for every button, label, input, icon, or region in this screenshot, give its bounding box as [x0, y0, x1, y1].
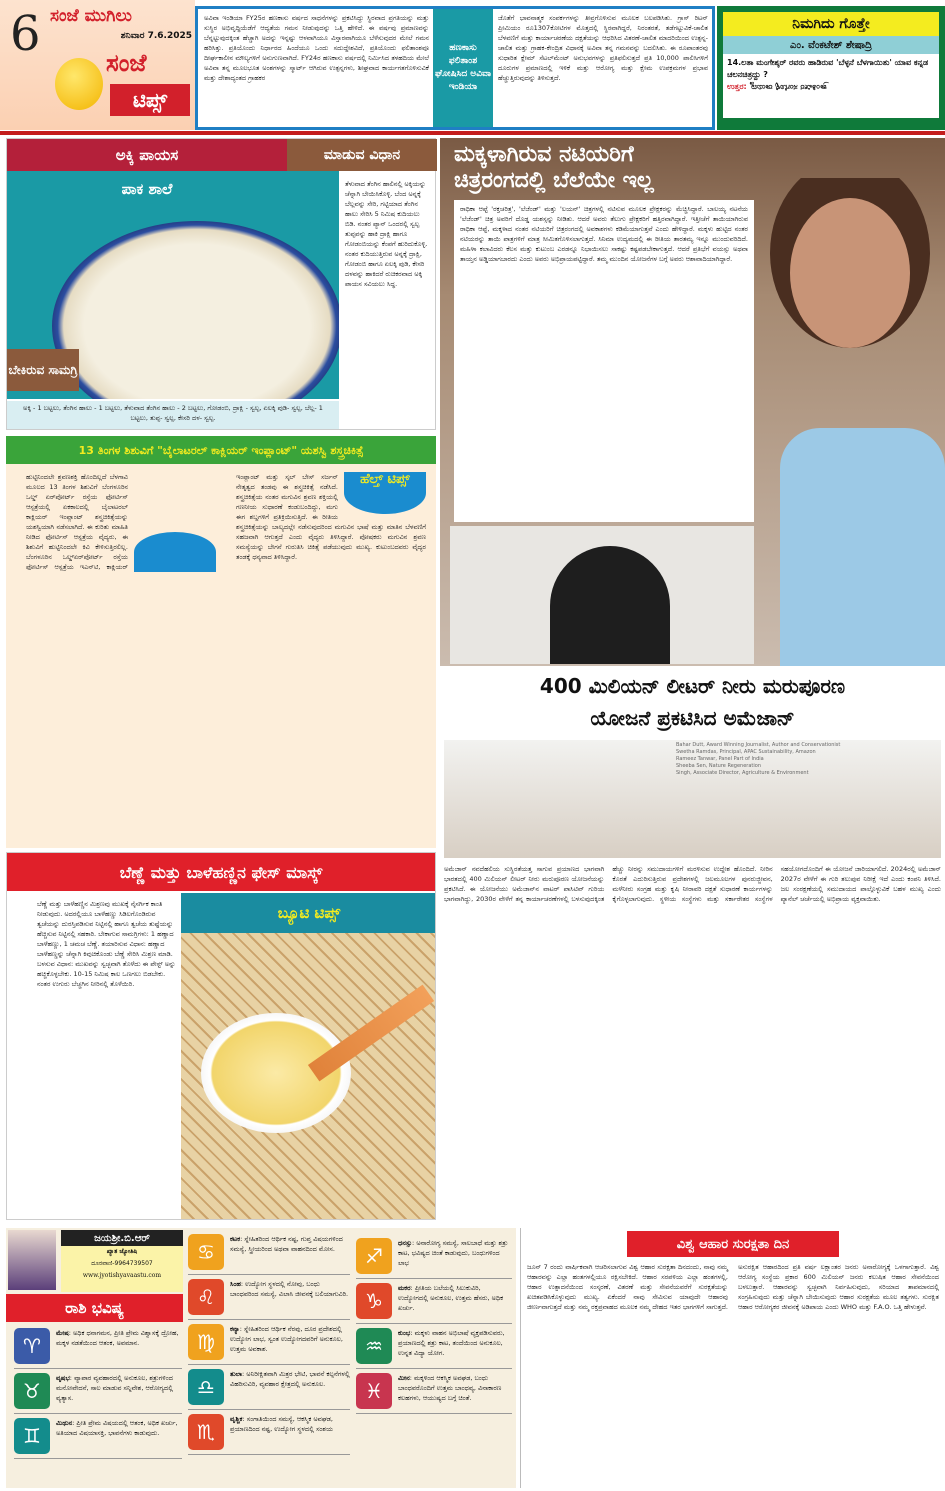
horoscope-text: ಮೀನ: ಮಕ್ಕಳಿಂದ ಆಕಸ್ಮಿಕ ಅವಘಡ, ಬಂಧು ಬಾಂಧವರೊಂದಿಗೆ ಉತ್ತಮ ಬಾಂಧವ್ಯ, ವಿನಾಕಾರಣ ಕಲಹಗಳು, ಆಯುಷ್ಯದ ಬಗ್ಗೆ ಚಿಂತೆ.	[398, 1374, 502, 1402]
horoscope-text: ಕುಂಭ: ಮಕ್ಕಳು ವಾಹನ ಅಭಿಲಾಷೆ ವ್ಯಕ್ತಪಡಿಸುವರು, ಪ್ರಯಾಣದಲ್ಲಿ ಶತ್ರು ಕಾಟ, ತಂದೆಯಿಂದ ಅನುಕೂಲ, ಉನ್ನತ ವಿದ್ಯಾ ಯೋಗ.	[398, 1329, 505, 1357]
sign-name: ಮೇಷ	[56, 1329, 69, 1337]
horoscope-item	[356, 1279, 512, 1324]
sign-name: ಕನ್ಯಾ	[230, 1325, 240, 1333]
horoscope-column	[14, 1324, 182, 1459]
actress-headline-1: ಮಕ್ಕಳಾಗಿರುವ ನಟಿಯರಿಗೆ	[454, 142, 634, 167]
panelist-name: Swetha Ramdas, Principal, APAC Sustainability, Amazon	[676, 749, 816, 755]
aviva-body-left: ಅವಿವಾ ಇಂಡಿಯಾ FY25ರ ಹಣಕಾಸು ವರ್ಷದ ಸಾಧನೆಗಳನ್ನು ಪ್ರಕಟಿಸಿದ್ದು ಸ್ಥಿರವಾದ ಪ್ರಗತಿಯನ್ನು ಮತ್ತು ಸುಸ್ಥಿರ ಅಭಿವೃದ್ಧಿಯೆಡೆಗೆ ಆದ್ಯತೆಯ ಗಮನ ನೀಡುವುದನ್ನು ಒತ್ತಿ ಹೇಳಿದೆ. ಈ ವರ್ಷವು ಪ್ರಮಾಣವನ್ನು ಬೆನ್ನಟ್ಟುವುದಕ್ಕಿಂತ ಹೆಚ್ಚಾಗಿ ಅದನ್ನು ಇನ್ನಷ್ಟು ಆಳವಾಗಿಯೂ ವಿಸ್ತಾರವಾಗಿಯೂ ಬೆಳೆಸುವುದರ ಮೇಲೆ ಗಮನ ಹರಿಸಿತ್ತು. ಪ್ರತಿಯೊಂದು ನಿರ್ಧಾರದ ಹಿಂದೆಯೂ ಒಂದು ಸದುದ್ದೇಶವಿದೆ, ಪ್ರತಿಯೊಂದು ಫಲಿತಾಂಶವೂ ದೀರ್ಘಕಾಲೀನ ಮೌಲ್ಯಗಳಿಗೆ ಅನುಗುಣವಾಗಿದೆ. FY24ರ ಹಣಕಾಸು ವರ್ಷದಲ್ಲಿ ನಿರ್ಮಿಸಿದ ತಳಹದಿಯ ಮೇಲೆ ಅವಿವಾ ತನ್ನ ಮೂಲಭೂತ ಅಂಶಗಳನ್ನು ಸ್ಮಾರ್ಟ್ ಆಗಿರುವ ಉತ್ಪನ್ನಗಳು, ಶೀಘ್ರವಾದ ಕಾರ್ಯಗತಗೊಳಿಸುವಿಕೆ ಮತ್ತು ದೇಶಾದ್ಯಂತದ ಗ್ರಾಹಕರ	[204, 14, 429, 82]
beauty-headline: ಬೆಣ್ಣೆ ಮತ್ತು ಬಾಳೆಹಣ್ಣಿನ ಫೇಸ್ ಮಾಸ್ಕ್	[7, 853, 435, 891]
divider	[0, 131, 945, 135]
food-safety-body: ಜೂನ್ 7 ರಂದು ವಾರ್ಷಿಕವಾಗಿ ಆಚರಿಸಲಾಗುವ ವಿಶ್ವ ಆಹಾರ ಸುರಕ್ಷತಾ ದಿನದಂದು, ನಾವು ನಮ್ಮ ಆಹಾರವನ್ನು ಎಲ್ಲಾ ಹಂತಗಳಲ್ಲಿಯೂ ರಕ್ಷಿಸಬೇಕಿದೆ. ಆಹಾರ ಸರಪಳಿಯ ಎಲ್ಲಾ ಹಂತಗಳಲ್ಲಿ, ಆಹಾರ ಉತ್ಪಾದನೆಯಿಂದ ಸಂಸ್ಕರಣೆ, ವಿತರಣೆ ಮತ್ತು ಸೇವನೆಯವರೆಗೆ ಸುರಕ್ಷತೆಯನ್ನು ಖಚಿತಪಡಿಸಿಕೊಳ್ಳುವುದು ಮುಖ್ಯ. ಏಕೆಂದರೆ ನಾವು ಸೇವಿಸುವ ಯಾವುದೇ ಆಹಾರವು ಜೀರ್ಣವಾಗುತ್ತದೆ ಮತ್ತು ನಮ್ಮ ರಕ್ತಪ್ರವಾಹದ ಮೂಲಕ ನಮ್ಮ ದೇಹದ ಇತರ ಭಾಗಗಳಿಗೆ ಸಾಗುತ್ತದೆ. ಅಸುರಕ್ಷಿತ ಆಹಾರದಿಂದ ಪ್ರತಿ ವರ್ಷ ಲಕ್ಷಾಂತರ ಜನರು ಅನಾರೋಗ್ಯಕ್ಕೆ ಒಳಗಾಗುತ್ತಾರೆ. ವಿಶ್ವ ಆರೋಗ್ಯ ಸಂಸ್ಥೆಯ ಪ್ರಕಾರ 600 ಮಿಲಿಯನ್ ಜನರು ಕಲುಷಿತ ಆಹಾರ ಸೇವನೆಯಿಂದ ಬಳಲುತ್ತಾರೆ. ಆಹಾರವನ್ನು ಸ್ವಚ್ಛವಾಗಿ ನಿರ್ವಹಿಸುವುದು, ಸರಿಯಾದ ತಾಪಮಾನದಲ್ಲಿ ಸಂಗ್ರಹಿಸುವುದು ಮತ್ತು ಚೆನ್ನಾಗಿ ಬೇಯಿಸುವುದು ಆಹಾರ ಸುರಕ್ಷತೆಯ ಮೂಲ ತತ್ವಗಳು. ಸುರಕ್ಷಿತ ಆಹಾರ ಆರೋಗ್ಯಕರ ಜೀವನಕ್ಕೆ ಅಡಿಪಾಯ ಎಂದು WHO ಮತ್ತು F.A.O. ಒತ್ತಿ ಹೇಳುತ್ತವೆ.	[527, 1263, 939, 1311]
actress-section	[440, 138, 945, 666]
beauty-section	[6, 852, 436, 1220]
recipe-section-label: ಪಾಕ ಶಾಲೆ	[121, 180, 173, 198]
horoscope-item	[14, 1414, 182, 1459]
zodiac-icon: ♒	[356, 1328, 392, 1364]
sign-prediction: ಮಕ್ಕಳು ವಾಹನ ಅಭಿಲಾಷೆ ವ್ಯಕ್ತಪಡಿಸುವರು, ಪ್ರಯಾಣದಲ್ಲಿ ಶತ್ರು ಕಾಟ, ತಂದೆಯಿಂದ ಅನುಕೂಲ, ಉನ್ನತ ವಿದ್ಯಾ ಯೋಗ.	[398, 1329, 505, 1357]
astrologer-phone: ದೂರವಾಣಿ-9964739507	[91, 1260, 153, 1267]
edition-date: ಶನಿವಾರ 7.6.2025	[120, 31, 192, 41]
zodiac-icon: ♍	[188, 1324, 224, 1360]
sign-name: ತುಲಾ	[230, 1370, 243, 1378]
health-section	[6, 436, 436, 848]
horoscope-text: ಕಟಕ: ಸ್ನೇಹಿತರಿಂದ ಆರ್ಥಿಕ ನಷ್ಟ, ಗುಪ್ತ ವಿಷಯಗಳಿಂದ ಸಮಸ್ಯೆ, ಸ್ತ್ರೀಯರಿಂದ ಅಥವಾ ವಾಹನದಿಂದ ಮೋಸ.	[230, 1235, 343, 1253]
portrait-face	[790, 198, 910, 348]
horoscope-item	[188, 1365, 350, 1410]
masthead	[0, 0, 195, 130]
horoscope-text: ಮೇಷ: ಅಧಿಕ ಧನಾಗಮನ, ಪ್ರೀತಿ ಪ್ರೇಮ ವಿಶ್ವಾಸಕ್ಕೆ ದ್ರೋಹ, ಮಕ್ಕಳ ನಡತೆಯಿಂದ ಆತಂಕ, ಅವಮಾನ.	[56, 1329, 179, 1347]
food-safety-section	[520, 1228, 942, 1488]
astrologer-website[interactable]: www.jyotishyavaastu.com	[82, 1272, 162, 1279]
food-safety-headline: ವಿಶ್ವ ಆಹಾರ ಸುರಕ್ಷತಾ ದಿನ	[627, 1231, 839, 1257]
horoscope-text: ವೃಷಭ: ವ್ಯಾಪಾರ ವ್ಯವಹಾರದಲ್ಲಿ ಅನುಕೂಲ, ಶತ್ರುಗಳಿಂದ ಮನೋವೇದನೆ, ಸಾಲ ಮಾಡುವ ಸನ್ನಿವೇಶ, ಆರೋಗ್ಯದಲ್ಲಿ ವ್ಯತ್ಯಾಸ.	[56, 1374, 174, 1402]
amazon-headline-1: 400 ಮಿಲಿಯನ್ ಲೀಟರ್ ನೀರು ಮರುಪೂರಣ	[539, 674, 846, 698]
sign-name: ಸಿಂಹ	[230, 1280, 241, 1288]
zodiac-icon: ♏	[188, 1414, 224, 1450]
sign-name: ಕಟಕ	[230, 1235, 241, 1243]
quiz-box	[717, 6, 945, 130]
method-title: ಮಾಡುವ ವಿಧಾನ	[287, 139, 437, 171]
panelist-name: Rameez Tanwar, Panel Part of India	[676, 756, 764, 762]
actress-with-baby-photo	[450, 526, 754, 664]
sign-name: ಧನಸ್ಸು	[398, 1239, 412, 1247]
sign-prediction: ಅಧಿಕ ಧನಾಗಮನ, ಪ್ರೀತಿ ಪ್ರೇಮ ವಿಶ್ವಾಸಕ್ಕೆ ದ್ರೋಹ, ಮಕ್ಕಳ ನಡತೆಯಿಂದ ಆತಂಕ, ಅವಮಾನ.	[56, 1329, 179, 1347]
portrait-dress	[780, 428, 945, 666]
bulb-icon	[55, 58, 103, 110]
health-headline: 13 ತಿಂಗಳ ಶಿಶುವಿಗೆ "ಬೈಲಾಟರಲ್ ಕಾಕ್ಲಿಯರ್ ಇಂಪ್ಲಾಂಟ್" ಯಶಸ್ವಿ ಶಸ್ತ್ರಚಿಕಿತ್ಸೆ	[6, 436, 436, 464]
horoscope-item	[356, 1234, 512, 1279]
sign-name: ಕುಂಭ	[398, 1329, 411, 1337]
astrologer-photo	[8, 1230, 56, 1290]
quiz-question-box	[723, 54, 939, 118]
quiz-author: ಎಂ. ವೆಂಕಟೇಶ್ ಶೇಷಾದ್ರಿ	[723, 36, 939, 54]
horoscope-item	[356, 1369, 512, 1414]
recipe-method: ತೆಳುವಾದ ತೆಂಗಿನ ಹಾಲಿನಲ್ಲಿ ಅಕ್ಕಿಯನ್ನು ಚೆನ್ನಾಗಿ ಬೇಯಿಸಿಕೊಳ್ಳಿ. ಬೆಂದ ಅನ್ನಕ್ಕೆ ಬೆಲ್ಲವನ್ನು ಸೇರಿ, ಗಟ್ಟಿಯಾದ ತೆಂಗಿನ ಹಾಲು ಸೇರಿಸಿ 5 ನಿಮಿಷ ಕುದಿಯಲು ಬಿಡಿ. ನಂತರ ಪ್ಯಾನ್ ಒಂದರಲ್ಲಿ ಸ್ವಲ್ಪ ತುಪ್ಪವನ್ನು ಹಾಕಿ ದ್ರಾಕ್ಷಿ ಹಾಗೂ ಗೋಡಂಬಿಯನ್ನು ಕೆಂಪಗೆ ಹುರಿದುಕೊಳ್ಳಿ. ನಂತರ ಕುದಿಯುತ್ತಿರುವ ಅನ್ನಕ್ಕೆ ದ್ರಾಕ್ಷಿ, ಗೋಡಂಬಿ ಹಾಗೂ ಏಲಕ್ಕಿ ಪುಡಿ, ಕೇಸರಿ ದಳವನ್ನು ಹಾಕಿದರೆ ರುಚಿಕರವಾದ ಅಕ್ಕಿ ಪಾಯಸ ಸವಿಯಲು ಸಿದ್ಧ.	[345, 180, 428, 288]
actress-text-column	[454, 142, 754, 522]
health-body-area	[26, 472, 426, 840]
amazon-section	[440, 670, 945, 1220]
horoscope-text: ಮಕರ: ಪ್ರೀತಿಯ ಬಲೆಯಲ್ಲಿ ಸಿಲುಕುವಿರಿ, ಉದ್ಯೋಗದಲ್ಲಿ ಅನುಕೂಲ, ಉತ್ತಮ ಹೆಸರು, ಅಧಿಕ ಖರ್ಚು.	[398, 1284, 503, 1312]
face-mask-photo	[181, 893, 436, 1219]
astrologer-name: ಜಯಶ್ರೀ.ಬಿ.ಆರ್	[61, 1230, 183, 1246]
page-number: 6	[10, 6, 41, 62]
quiz-answer: ಕ್ರಾಂತಿವೀರ ಸಂಗೊಳ್ಳಿ ರಾಯಣ್ಣ	[749, 83, 827, 92]
photo-figure	[550, 546, 670, 664]
recipe-title: ಅಕ್ಕಿ ಪಾಯಸ	[7, 139, 287, 171]
zodiac-icon: ♎	[188, 1369, 224, 1405]
zodiac-icon: ♋	[188, 1234, 224, 1270]
beauty-tips-badge: ಬ್ಯೂಟಿ ಟಿಪ್ಸ್	[181, 893, 436, 933]
zodiac-icon: ♊	[14, 1418, 50, 1454]
panel-names	[674, 740, 934, 779]
zodiac-icon: ♑	[356, 1283, 392, 1319]
aviva-body-right: ಜೊತೆಗೆ ಭಾವನಾತ್ಮಕ ಸಂಪರ್ಕಗಳನ್ನು ತೀವ್ರಗೊಳಿಸುವ ಮೂಲಕ ಬಲಪಡಿಸಿತು. ಗ್ರಾಸ್ ರಿಟನ್ ಪ್ರೀಮಿಯಂ ರೂ1307ಕೋಟಿಗಳ ಮೊತ್ತದಲ್ಲಿ ಸ್ಥಿರವಾಗಿದ್ದರೆ, ನಿರಂತರತೆ, ತಡೆಗಟ್ಟುವಿಕೆ-ಚಾಲಿತ ಬೆಳವಣಿಗೆ ಮತ್ತು ಕಾರ್ಯಾಚರಣೆಯ ದಕ್ಷತೆಯನ್ನು ಆಧರಿಸಿದ ವಿತರಣೆ-ಚಾಲಿತ ಮಾದರಿಯಿಂದ ಉತ್ಪನ್ನ-ಚಾಲಿತ ಮತ್ತು ಗ್ರಾಹಕ-ಕೇಂದ್ರಿತ ವಿಧಾನಕ್ಕೆ ಅವಿವಾ ತನ್ನ ಗಮನವನ್ನು ಬದಲಿಸಿತು. ಈ ರೂಪಾಂತರವು ಸುಧಾರಿತ ಕ್ಲೇಮ್ ಸೆಟಲ್‌ಮೆಂಟ್ ಅನುಭವಗಳನ್ನು ಪ್ರತಿಫಲಿಸುತ್ತದೆ ಪ್ರತಿ 10,000 ಪಾಲಿಸಿಗಳಿಗೆ ದೂರುಗಳ ಪ್ರಮಾಣದಲ್ಲಿ ಇಳಿಕೆ ಮತ್ತು ಆರೋಗ್ಯ ಮತ್ತು ಕ್ಷೇಮ ಉಪಕ್ರಮಗಳ ಪ್ರಭಾವ ಹೆಚ್ಚುತ್ತಿರುವುದನ್ನು ತಿಳಿಸುತ್ತದೆ.	[498, 14, 708, 82]
sign-prediction: ಸ್ನೇಹಿತರಿಂದ ಆರ್ಥಿಕ ನೆರವು, ದೂರ ಪ್ರದೇಶದಲ್ಲಿ ಉದ್ಯೋಗ ಲಾಭ, ಸ್ವಂತ ಉದ್ಯೋಗದವರಿಗೆ ಅನುಕೂಲ, ಉತ್ತಮ ಅವಕಾಶ.	[230, 1325, 343, 1353]
bowl-image	[52, 221, 339, 399]
zodiac-icon: ♌	[188, 1279, 224, 1315]
horoscope-item	[14, 1324, 182, 1369]
sign-prediction: ಪ್ರೀತಿಯ ಬಲೆಯಲ್ಲಿ ಸಿಲುಕುವಿರಿ, ಉದ್ಯೋಗದಲ್ಲಿ ಅನುಕೂಲ, ಉತ್ತಮ ಹೆಸರು, ಅಧಿಕ ಖರ್ಚು.	[398, 1284, 503, 1312]
panelist-name: Bahar Dutt, Award Winning Journalist, Author and Conservationist	[676, 742, 841, 748]
horoscope-item	[188, 1320, 350, 1365]
horoscope-section	[6, 1228, 516, 1488]
quiz-title: ನಿಮಗಿದು ಗೊತ್ತೇ	[723, 12, 939, 36]
zodiac-icon: ♐	[356, 1238, 392, 1274]
astrologer-title: ಖ್ಯಾತ ಜ್ಯೋತಿಷಿ	[106, 1248, 138, 1255]
sign-prediction: ಅನಿರೀಕ್ಷಿತವಾಗಿ ಮಿತ್ರರ ಭೇಟಿ, ಭಾವನೆ ಕಲ್ಪನೆಗಳಲ್ಲಿ ವಿಹರಿಸುವಿರಿ, ವ್ಯವಹಾರ ಕ್ಷೇತ್ರದಲ್ಲಿ ಅನುಕೂಲ.	[230, 1370, 350, 1388]
horoscope-text: ವೃಶ್ಚಿಕ: ಸಂಗಾತಿಯಿಂದ ಸಮಸ್ಯೆ, ಆಕಸ್ಮಿಕ ಅವಘಡ, ಪ್ರಯಾಣದಿಂದ ನಷ್ಟ, ಉದ್ಯೋಗ ಸ್ಥಳದಲ್ಲಿ ಸಂಶಯ	[230, 1415, 333, 1433]
section-title-1: ಸಂಜೆ	[106, 49, 147, 77]
horoscope-heading: ರಾಶಿ ಭವಿಷ್ಯ	[6, 1294, 183, 1322]
recipe-ingredients: ಅಕ್ಕಿ - 1 ಬಟ್ಟಲು, ತೆಂಗಿನ ಹಾಲು - 1 ಬಟ್ಟಲು, ತೆಳುವಾದ ತೆಂಗಿನ ಹಾಲು - 2 ಬಟ್ಟಲು, ಗೋಡಂಬಿ, ದ್ರಾಕ್ಷಿ - ಸ್ವಲ್ಪ, ಏಲಕ್ಕಿ ಪುಡಿ- ಸ್ವಲ್ಪ, ಬೆಲ್ಲ- 1 ಬಟ್ಟಲು, ತುಪ್ಪ- ಸ್ವಲ್ಪ, ಕೇಸರಿ ದಳ- ಸ್ವಲ್ಪ.	[7, 401, 339, 429]
horoscope-column	[356, 1234, 512, 1414]
horoscope-text: ಸಿಂಹ: ಉದ್ಯೋಗ ಸ್ಥಳದಲ್ಲಿ ನೋವು, ಬಂಧು ಬಾಂಧವರಿಂದ ಸಮಸ್ಯೆ, ವಿಲಾಸಿ ಜೀವನಕ್ಕೆ ಬಲಿಯಾಗುವಿರಿ.	[230, 1280, 349, 1298]
aviva-article	[195, 6, 715, 130]
horoscope-item	[188, 1275, 350, 1320]
paper-name: ಸಂಜೆ ಮುಗಿಲು	[50, 6, 132, 26]
panel-discussion-photo	[444, 740, 941, 858]
horoscope-column	[188, 1230, 350, 1455]
sign-name: ವೃಶ್ಚಿಕ	[230, 1415, 243, 1423]
health-body: ಹುಟ್ಟಿನಿಂದಲೇ ಶ್ರವಣಶಕ್ತಿ ಹೊಂದಿಲ್ಲದೆ ಬೆಳಗಾವಿ ಮೂಲದ 13 ತಿಂಗಳ ಶಿಶುವಿಗೆ ಬೆಂಗಳೂರಿನ ಒಲ್ಡ್ ಏರ್‌ಪೋರ್ಟ್ ರಸ್ತೆಯ ಫೋರ್ಟಿಸ್ ಆಸ್ಪತ್ರೆಯಲ್ಲಿ ಏಕಕಾಲದಲ್ಲಿ ಬೈಲಾಟರಲ್ ಕಾಕ್ಲಿಯರ್ ಇಂಪ್ಲಾಂಟ್ ಶಸ್ತ್ರಚಿಕಿತ್ಸೆಯನ್ನು ಯಶಸ್ವಿಯಾಗಿ ನಡೆಸಲಾಗಿದೆ. ಈ ಕುರಿತು ಮಾಹಿತಿ ನೀಡಿದ ಫೋರ್ಟಿಸ್ ಆಸ್ಪತ್ರೆಯ ವೈದ್ಯರು, ಈ ಶಿಶುವಿಗೆ ಹುಟ್ಟಿನಿಂದಲೇ ಕಿವಿ ಕೇಳಿಸುತ್ತಿರಲಿಲ್ಲ. ಬೆಂಗಳೂರಿನ ಒಲ್ಡ್‌ಏರ್‌ಪೋರ್ಟ್ ರಸ್ತೆಯ ಫೋರ್ಟಿಸ್ ಆಸ್ಪತ್ರೆಯ ಇಎನ್‌ಟಿ, ಕಾಕ್ಲಿಯರ್ ಇಂಪ್ಲಾಂಟ್ ಮತ್ತು ಸ್ಕಲ್ ಬೇಸ್ ಸರ್ಜನ್ ನೇತೃತ್ವದ ತಂಡವು ಈ ಶಸ್ತ್ರಚಿಕಿತ್ಸೆ ನಡೆಸಿದೆ. ಶಸ್ತ್ರಚಿಕಿತ್ಸೆಯ ನಂತರ ಮಗುವಿನ ಶ್ರವಣ ಶಕ್ತಿಯಲ್ಲಿ ಗಣನೀಯ ಸುಧಾರಣೆ ಕಂಡುಬಂದಿದ್ದು, ಮಗು ಈಗ ಶಬ್ದಗಳಿಗೆ ಪ್ರತಿಕ್ರಿಯಿಸುತ್ತಿದೆ. ಈ ರೀತಿಯ ಶಸ್ತ್ರಚಿಕಿತ್ಸೆಯನ್ನು ಬಾಲ್ಯದಲ್ಲೇ ನಡೆಸುವುದರಿಂದ ಮಗುವಿನ ಭಾಷೆ ಮತ್ತು ಮಾತಿನ ಬೆಳವಣಿಗೆ ಸಹಜವಾಗಿ ಆಗುತ್ತದೆ ಎಂದು ವೈದ್ಯರು ತಿಳಿಸಿದ್ದಾರೆ. ಪೋಷಕರು ಮಗುವಿನ ಶ್ರವಣ ಸಮಸ್ಯೆಯನ್ನು ಬೇಗನೆ ಗುರುತಿಸಿ ಚಿಕಿತ್ಸೆ ಪಡೆಯುವುದು ಮುಖ್ಯ. ಕುಟುಂಬದವರು ವೈದ್ಯರ ತಂಡಕ್ಕೆ ಧನ್ಯವಾದ ತಿಳಿಸಿದ್ದಾರೆ.	[26, 473, 426, 571]
zodiac-icon: ♈	[14, 1328, 50, 1364]
sign-prediction: ಸಂಗಾತಿಯಿಂದ ಸಮಸ್ಯೆ, ಆಕಸ್ಮಿಕ ಅವಘಡ, ಪ್ರಯಾಣದಿಂದ ನಷ್ಟ, ಉದ್ಯೋಗ ಸ್ಥಳದಲ್ಲಿ ಸಂಶಯ	[230, 1415, 333, 1433]
quiz-answer-label: ಉತ್ತರ:	[727, 82, 747, 91]
horoscope-text: ಧನಸ್ಸು: ಅನಾರೋಗ್ಯ ಸಮಸ್ಯೆ, ಸಾಲಬಾಧೆ ಮತ್ತು ಶತ್ರು ಕಾಟ, ಭವಿಷ್ಯದ ಚಿಂತೆ ಕಾಡುವುದು, ಬಂಧುಗಳಿಂದ ಲಾಭ	[398, 1239, 508, 1267]
sign-name: ಮಕರ	[398, 1284, 411, 1292]
actress-portrait	[760, 178, 945, 666]
beauty-body: ಬೆಣ್ಣೆ ಮತ್ತು ಬಾಳೆಹಣ್ಣಿನ ಮಿಶ್ರಣವು ಮುಖಕ್ಕೆ ನೈಸರ್ಗಿಕ ಕಾಂತಿ ನೀಡುವುದು. ಅದರಲ್ಲಿಯೂ ಬಾಳೆಹಣ್ಣು ಸಿಡಿಲಗೊಂಡಿರುವ ತ್ವಚೆಯನ್ನು ದುರಸ್ತಿಪಡಿಸುವ ನಿಟ್ಟಿನಲ್ಲಿ ಹಾಗೂ ತ್ವಚೆಯ ತುಷ್ಟೆಯನ್ನು ಹೆಚ್ಚಿಸುವ ನಿಟ್ಟಿನಲ್ಲಿ ಸಹಕಾರಿ. ಬೇಕಾಗುವ ಸಾಮಗ್ರಿಗಳು: 1 ಹಣ್ಣಾದ ಬಾಳೆಹಣ್ಣು, 1 ಚಮಚ ಬೆಣ್ಣೆ. ತಯಾರಿಸುವ ವಿಧಾನ: ಹಣ್ಣಾದ ಬಾಳೆಹಣ್ಣನ್ನು ಚೆನ್ನಾಗಿ ಕಿವುಚಿಕೊಂಡು ಬೆಣ್ಣೆ ಸೇರಿಸಿ ಮಿಶ್ರಣ ಮಾಡಿ. ಬಳಸುವ ವಿಧಾನ: ಮುಖವನ್ನು ಸ್ವಚ್ಛವಾಗಿ ತೊಳೆದು ಈ ಪೇಸ್ಟ್ ಅನ್ನು ಹಚ್ಚಿಕೊಳ್ಳಬೇಕು. 10-15 ನಿಮಿಷ ಕಾಲ ಒಣಗಲು ಬಿಡಬೇಕು. ನಂತರ ಉಗುರು ಬೆಚ್ಚಗಿನ ನೀರಿನಲ್ಲಿ ತೊಳೆಯಿರಿ.	[37, 900, 176, 988]
quiz-question: 14.ಲತಾ ಮಂಗೇಶ್ಕರ್ ರವರು ಹಾಡಿರುವ 'ಬೆಳ್ಳನೆ ಬೆಳಗಾಯಿತು' ಯಾವ ಕನ್ನಡ ಚಲನಚಿತ್ರದ್ದು ?	[727, 58, 929, 79]
sign-name: ಮೀನ	[398, 1374, 410, 1382]
horoscope-text: ತುಲಾ: ಅನಿರೀಕ್ಷಿತವಾಗಿ ಮಿತ್ರರ ಭೇಟಿ, ಭಾವನೆ ಕಲ್ಪನೆಗಳಲ್ಲಿ ವಿಹರಿಸುವಿರಿ, ವ್ಯವಹಾರ ಕ್ಷೇತ್ರದಲ್ಲಿ ಅನುಕೂಲ.	[230, 1370, 350, 1388]
horoscope-item	[188, 1230, 350, 1275]
ingredients-title: ಬೇಕಿರುವ ಸಾಮಗ್ರಿ	[7, 349, 79, 391]
panelist-name: Sheeba Sen, Nature Regeneration	[676, 763, 761, 769]
astrologer-info	[61, 1246, 183, 1292]
section-title-2: ಟಿಪ್ಸ್	[110, 84, 190, 116]
sign-name: ವೃಷಭ	[56, 1374, 70, 1382]
horoscope-item	[188, 1410, 350, 1455]
sign-prediction: ಸ್ನೇಹಿತರಿಂದ ಆರ್ಥಿಕ ನಷ್ಟ, ಗುಪ್ತ ವಿಷಯಗಳಿಂದ ಸಮಸ್ಯೆ, ಸ್ತ್ರೀಯರಿಂದ ಅಥವಾ ವಾಹನದಿಂದ ಮೋಸ.	[230, 1235, 343, 1253]
actress-headline-2: ಚಿತ್ರರಂಗದಲ್ಲಿ ಬೆಲೆಯೇ ಇಲ್ಲ	[454, 168, 654, 193]
sign-prediction: ಅನಾರೋಗ್ಯ ಸಮಸ್ಯೆ, ಸಾಲಬಾಧೆ ಮತ್ತು ಶತ್ರು ಕಾಟ, ಭವಿಷ್ಯದ ಚಿಂತೆ ಕಾಡುವುದು, ಬಂಧುಗಳಿಂದ ಲಾಭ	[398, 1239, 508, 1267]
zodiac-icon: ♓	[356, 1373, 392, 1409]
recipe-section	[6, 138, 436, 430]
horoscope-item	[356, 1324, 512, 1369]
amazon-body: ಅಮೆಜಾನ್ ನವದೆಹಲಿಯ ಸುಸ್ಥಿರತೆಯತ್ತ ಸಾಗುವ ಪ್ರಯಾಣದ ಭಾಗವಾಗಿ ಭಾರತದಲ್ಲಿ 400 ಮಿಲಿಯನ್ ಲೀಟರ್ ನೀರು ಮರುಪೂರಣ ಯೋಜನೆಯನ್ನು ಪ್ರಕಟಿಸಿದೆ. ಈ ಯೋಜನೆಯು ಅಮೆಜಾನ್‌ನ ವಾಟರ್ ಪಾಸಿಟಿವ್ ಗುರಿಯ ಭಾಗವಾಗಿದ್ದು, 2030ರ ವೇಳೆಗೆ ತನ್ನ ಕಾರ್ಯಾಚರಣೆಗಳಲ್ಲಿ ಬಳಸುವುದಕ್ಕಿಂತ ಹೆಚ್ಚು ನೀರನ್ನು ಸಮುದಾಯಗಳಿಗೆ ಮರಳಿಸುವ ಉದ್ದೇಶ ಹೊಂದಿದೆ. ನೀರಿನ ಕೊರತೆ ಎದುರಿಸುತ್ತಿರುವ ಪ್ರದೇಶಗಳಲ್ಲಿ ಜಲಮೂಲಗಳ ಪುನರುಜ್ಜೀವನ, ಮಳೆನೀರು ಸಂಗ್ರಹ ಮತ್ತು ಕೃಷಿ ನೀರಾವರಿ ದಕ್ಷತೆ ಸುಧಾರಣೆ ಕಾರ್ಯಗಳನ್ನು ಕೈಗೊಳ್ಳಲಾಗುವುದು. ಸ್ಥಳೀಯ ಸಂಸ್ಥೆಗಳು ಮತ್ತು ಸರ್ಕಾರೇತರ ಸಂಸ್ಥೆಗಳ ಸಹಯೋಗದೊಂದಿಗೆ ಈ ಯೋಜನೆ ಜಾರಿಯಾಗಲಿದೆ. 2024ರಲ್ಲಿ ಅಮೆಜಾನ್ 2027ರ ವೇಳೆಗೆ ಈ ಗುರಿ ತಲುಪುವ ನಿರೀಕ್ಷೆ ಇದೆ ಎಂದು ಕಂಪನಿ ತಿಳಿಸಿದೆ. ಜಲ ಸಂರಕ್ಷಣೆಯಲ್ಲಿ ಸಮುದಾಯದ ಪಾಲ್ಗೊಳ್ಳುವಿಕೆ ಬಹಳ ಮುಖ್ಯ ಎಂದು ಪ್ಯಾನೆಲ್ ಚರ್ಚೆಯಲ್ಲಿ ಅಭಿಪ್ರಾಯ ವ್ಯಕ್ತವಾಯಿತು.	[444, 865, 941, 903]
aviva-headline: ಹಣಕಾಸು ಫಲಿತಾಂಶ ಘೋಷಿಸಿದ ಅವಿವಾ ಇಂಡಿಯಾ	[433, 9, 493, 127]
sign-prediction: ಪ್ರೀತಿ ಪ್ರೇಮ ವಿಷಯದಲ್ಲಿ ಆತಂಕ, ಅಧಿಕ ಖರ್ಚು, ಅತಿಯಾದ ವಿಷಯಾಸಕ್ತಿ, ಭಾವನೆಗಳು ಕಾಡುವುದು.	[56, 1419, 178, 1437]
horoscope-text: ಕನ್ಯಾ: ಸ್ನೇಹಿತರಿಂದ ಆರ್ಥಿಕ ನೆರವು, ದೂರ ಪ್ರದೇಶದಲ್ಲಿ ಉದ್ಯೋಗ ಲಾಭ, ಸ್ವಂತ ಉದ್ಯೋಗದವರಿಗೆ ಅನುಕೂಲ, ಉತ್ತಮ ಅವಕಾಶ.	[230, 1325, 343, 1353]
sign-prediction: ವ್ಯಾಪಾರ ವ್ಯವಹಾರದಲ್ಲಿ ಅನುಕೂಲ, ಶತ್ರುಗಳಿಂದ ಮನೋವೇದನೆ, ಸಾಲ ಮಾಡುವ ಸನ್ನಿವೇಶ, ಆರೋಗ್ಯದಲ್ಲಿ ವ್ಯತ್ಯಾಸ.	[56, 1374, 174, 1402]
payasa-photo	[7, 171, 339, 399]
actress-body: ರಾಧಿಕಾ ಆಪ್ಟೆ 'ರಕ್ತಚರಿತ್ರ', 'ಲೆಜೆಂಡ್' ಮತ್ತು 'ಲಯನ್' ಚಿತ್ರಗಳಲ್ಲಿ ನಟಿಸುವ ಮೂಲಕ ಪ್ರೇಕ್ಷಕರನ್ನು ಮೆಚ್ಚಿಸಿದ್ದಾರೆ. ಬಾಲಯ್ಯ ನಟನೆಯ 'ಲೆಜೆಂಡ್' ಚಿತ್ರ ಅವರಿಗೆ ದೊಡ್ಡ ಯಶಸ್ಸನ್ನು ನೀಡಿತು. ಆದರೆ ಅವರು ತೆಲುಗು ಪ್ರೇಕ್ಷಕರಿಗೆ ಹತ್ತಿರವಾಗಿದ್ದಾರೆ. ಇತ್ತೀಚೆಗೆ ತಾಯಿಯಾಗಿರುವ ರಾಧಿಕಾ ಆಪ್ಟೆ, ಮಕ್ಕಳಾದ ನಂತರ ನಟಿಯರಿಗೆ ಚಿತ್ರರಂಗದಲ್ಲಿ ಅವಕಾಶಗಳು ಕಡಿಮೆಯಾಗುತ್ತವೆ ಎಂದು ಹೇಳಿದ್ದಾರೆ. ಮಕ್ಕಳು ಹುಟ್ಟಿದ ನಂತರ ನಟಿಯರನ್ನು ತಾಯಿ ಪಾತ್ರಗಳಿಗೆ ಮಾತ್ರ ಸೀಮಿತಗೊಳಿಸಲಾಗುತ್ತದೆ. ಸಿನಿಮಾ ಉದ್ಯಮದಲ್ಲಿ ಈ ರೀತಿಯ ತಾರತಮ್ಯ ಇನ್ನೂ ಮುಂದುವರಿದಿದೆ. ಮಹಿಳಾ ಕಲಾವಿದರು ಕೆಲಸ ಮತ್ತು ಕುಟುಂಬ ಎರಡನ್ನೂ ನಿಭಾಯಿಸಲು ಸಾಕಷ್ಟು ಕಷ್ಟಪಡಬೇಕಾಗುತ್ತದೆ. ಆದರೆ ಪ್ರತಿಭೆಗೆ ವಯಸ್ಸು ಅಥವಾ ತಾಯ್ತನ ಅಡ್ಡಿಯಾಗಬಾರದು ಎಂದು ಅವರು ಅಭಿಪ್ರಾಯಪಟ್ಟಿದ್ದಾರೆ. ತಮ್ಮ ಮುಂದಿನ ಯೋಜನೆಗಳ ಬಗ್ಗೆ ಅವರು ಆಶಾವಾದಿಯಾಗಿದ್ದಾರೆ.	[454, 200, 754, 522]
health-tips-badge: ಹೆಲ್ತ್ ಟಿಪ್ಸ್	[134, 472, 426, 572]
sign-prediction: ಮಕ್ಕಳಿಂದ ಆಕಸ್ಮಿಕ ಅವಘಡ, ಬಂಧು ಬಾಂಧವರೊಂದಿಗೆ ಉತ್ತಮ ಬಾಂಧವ್ಯ, ವಿನಾಕಾರಣ ಕಲಹಗಳು, ಆಯುಷ್ಯದ ಬಗ್ಗೆ ಚಿಂತೆ.	[398, 1374, 502, 1402]
horoscope-text: ಮಿಥುನ: ಪ್ರೀತಿ ಪ್ರೇಮ ವಿಷಯದಲ್ಲಿ ಆತಂಕ, ಅಧಿಕ ಖರ್ಚು, ಅತಿಯಾದ ವಿಷಯಾಸಕ್ತಿ, ಭಾವನೆಗಳು ಕಾಡುವುದು.	[56, 1419, 178, 1437]
sign-prediction: ಉದ್ಯೋಗ ಸ್ಥಳದಲ್ಲಿ ನೋವು, ಬಂಧು ಬಾಂಧವರಿಂದ ಸಮಸ್ಯೆ, ವಿಲಾಸಿ ಜೀವನಕ್ಕೆ ಬಲಿಯಾಗುವಿರಿ.	[230, 1280, 349, 1298]
sign-name: ಮಿಥುನ	[56, 1419, 73, 1427]
amazon-headline-2: ಯೋಜನೆ ಪ್ರಕಟಿಸಿದ ಅಮೆಜಾನ್	[590, 706, 795, 730]
horoscope-item	[14, 1369, 182, 1414]
panelist-name: Singh, Associate Director, Agriculture & Environment	[676, 770, 809, 776]
zodiac-icon: ♉	[14, 1373, 50, 1409]
